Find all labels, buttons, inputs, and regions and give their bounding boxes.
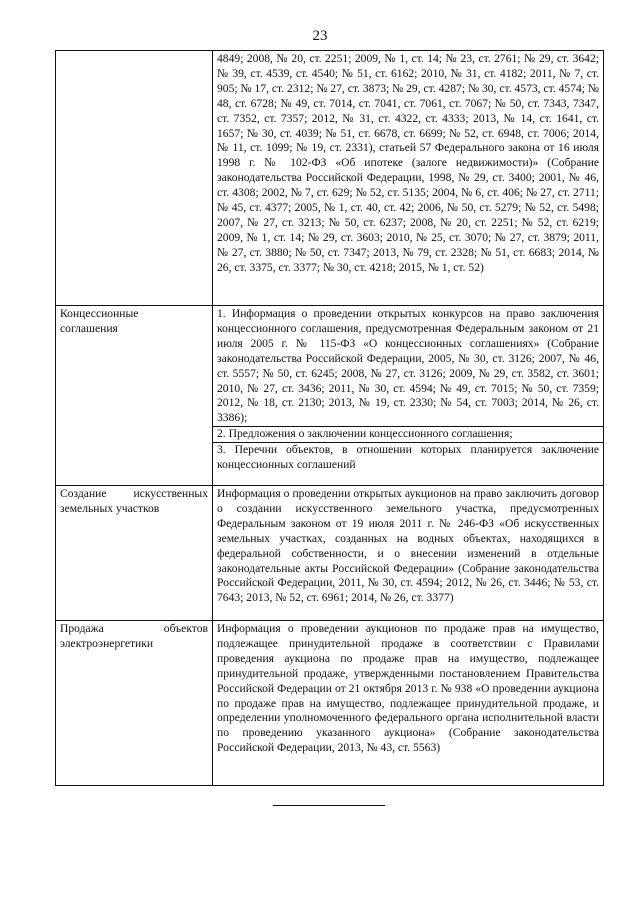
legislation-table bbox=[55, 50, 604, 786]
info-cell bbox=[213, 51, 604, 306]
table-row-artificial-land bbox=[56, 486, 604, 621]
category-label-line2: соглашения bbox=[60, 321, 118, 335]
category-cell bbox=[56, 486, 213, 621]
info-paragraph: 4849; 2008, № 20, ст. 2251; 2009, № 1, ст. 14; № 23, ст. 2761; № 29, ст. 3642; № 39, ст. 4539, ст. 4540; № 51, ст. 6162; 2010, № 31, ст. 4182; 2011, № 7, ст. 905; № 17, ст. 2312; № 27, ст. 3873; № 29, ст. 4287; № 30, ст. 4573, ст. 4574; № 48, ст. 6728; № 49, ст. 7014, ст. 7041, ст. 7061, ст. 7067; № 50, ст. 7343, 7347, ст. 7352, ст. 7357; 2012, № 31, ст. 4322, ст. 4333; 2013, № 14, ст. 1641, ст. 1657; № 30, ст. 4039; № 51, ст. 6678, ст. 6699; № 52, ст. 6948, ст. 7006; 2014, № 11, ст. 1099; № 19, ст. 2331), статьей 57 Федерального закона от 16 июля 1998 г. № 102-ФЗ «Об ипотеке (залоге недвижимости)» (Собрание законодательства Российской Федерации, 1998, № 29, ст. 3400; 2001, № 46, ст. 4308; 2002, № 7, ст. 629; № 52, ст. 5135; 2004, № 6, ст. 406; № 27, ст. 2711; № 45, ст. 4377; 2005, № 1, ст. 40, ст. 42; 2006, № 50, ст. 5279; № 52, ст. 5498; 2007, № 27, ст. 3213; № 50, ст. 6237; 2008, № 20, ст. 2251; № 52, ст. 6219; 2009, № 1, ст. 14; № 29, ст. 3603; 2010, № 25, ст. 3070; № 27, ст. 3879; 2011, № 27, ст. 3880; № 50, ст. 7347; 2013, № 79, ст. 2328; № 51, ст. 6683; 2014, № 26, ст. 3375, ст. 3377; № 30, ст. 4218; 2015, № 1, ст. 52) bbox=[217, 52, 599, 274]
table-row-electric-power bbox=[56, 621, 604, 786]
category-label-line1: Концессионные bbox=[60, 307, 139, 320]
info-paragraph: Информация о проведении открытых аукционов на право заключить договор о создании искусственного земельного участка, предусмотренных Федеральным законом от 19 июля 2011 г. № 246-ФЗ «Об искусственных земельных участках, созданных на водных объектах, находящихся в федеральной собственности, и о внесении изменений в отдельные законодательные акты Российской Федерации» (Собрание законодательства Российской Федерации, 2011, № 30, ст. 4594; 2012, № 26, ст. 3446; № 53, ст. 7643; 2013, № 52, ст. 6961; 2014, № 26, ст. 3377) bbox=[217, 487, 599, 605]
page-number: 23 bbox=[312, 28, 328, 44]
footer-divider bbox=[273, 805, 385, 806]
info-cell bbox=[213, 621, 604, 786]
info-paragraph: Информация о проведении аукционов по продаже прав на имущество, подлежащее принудительной продаже в соответствии с Правилами проведения аукциона по продаже прав на имущество, подлежащее принудительной продаже, утвержденными постановлением Правительства Российской Федерации от 21 октября 2013 г. № 938 «О проведении аукциона по продаже прав на имущество, подлежащее принудительной продаже, и определении уполномоченного федерального органа исполнительной власти по проведению указанного аукциона» (Собрание законодательства Российской Федерации, 2013, № 43, ст. 5563) bbox=[217, 622, 599, 755]
info-cell bbox=[213, 306, 604, 486]
category-cell bbox=[56, 51, 213, 306]
info-cell bbox=[213, 486, 604, 621]
info-paragraph-1: 1. Информация о проведении открытых конкурсов на право заключения концессионного соглашения, предусмотренная Федеральным законом от 21 июля 2005 г. № 115-ФЗ «О концессионных соглашениях» (Собрание законодательства Российской Федерации, 2005, № 30, ст. 3126; 2007, № 46, ст. 5557; № 50, ст. 6245; 2008, № 27, ст. 3126; 2009, № 29, ст. 3582, ст. 3601; 2010, № 27, ст. 3436; 2011, № 30, ст. 4594; № 49, ст. 7015; № 50, ст. 7359; 2012, № 18, ст. 2130; 2013, № 19, ст. 2330; № 54, ст. 7003; 2014, № 26, ст. 3386); bbox=[217, 307, 599, 425]
table-row-continuation bbox=[56, 51, 604, 306]
category-label-line2: электроэнергетики bbox=[60, 636, 154, 650]
category-cell bbox=[56, 306, 213, 486]
category-cell bbox=[56, 621, 213, 786]
info-paragraph-3: 3. Перечни объектов, в отношении которых планируется заключение концессионных соглашений bbox=[213, 442, 603, 473]
table-row-concessions bbox=[56, 306, 604, 486]
category-label-line1: Создание искусственных bbox=[60, 487, 208, 500]
category-label-line2: земельных участков bbox=[60, 501, 160, 515]
category-label-line1: Продажа объектов bbox=[60, 622, 208, 635]
info-paragraph-2: 2. Предложения о заключении концессионного соглашения; bbox=[213, 426, 603, 442]
